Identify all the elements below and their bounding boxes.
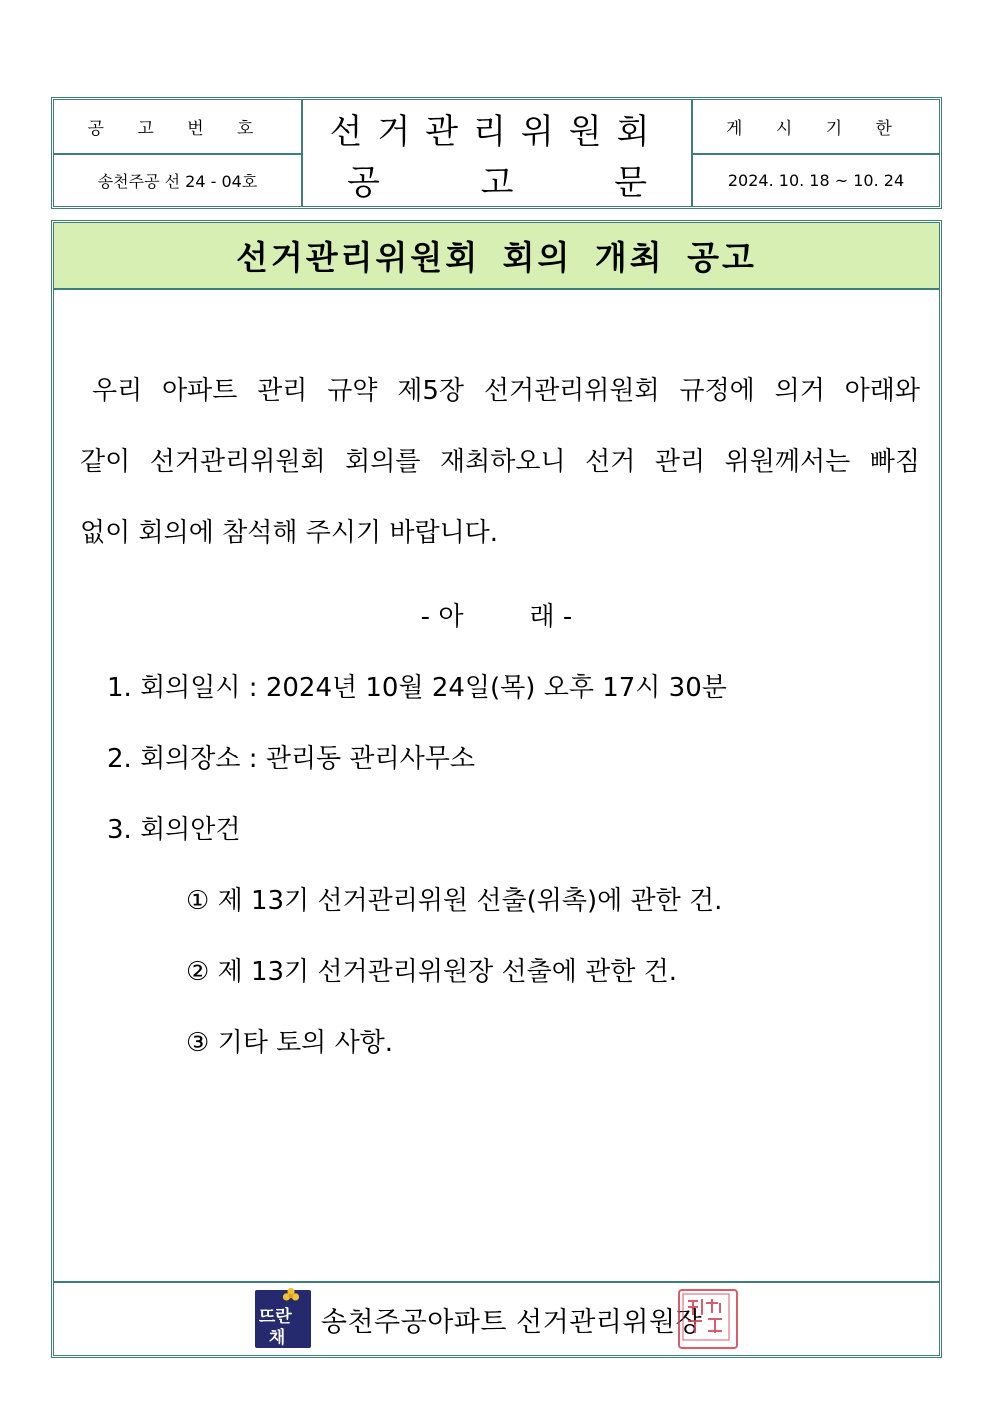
header-title: 선거관리위원회	[329, 111, 665, 152]
signature-text: 송천주공아파트 선거관리위원장	[320, 1306, 703, 1338]
notice-body	[51, 220, 942, 1358]
seal-pattern-icon	[680, 1291, 732, 1343]
document-title: 선거관리위원회 회의 개최 공고	[236, 238, 757, 277]
official-seal-stamp	[678, 1289, 738, 1349]
logo-text: 뜨란	[258, 1307, 292, 1327]
posting-period-label: 게 시 기 한	[726, 119, 906, 139]
document-title-bar	[54, 223, 939, 290]
agenda-item: ① 제 13기 선거관리위원 선출(위촉)에 관한 건.	[186, 886, 723, 916]
notice-number-label: 공 고 번 호	[87, 119, 268, 139]
header-subtitle-char: 문	[614, 162, 647, 203]
paragraph-line: 없이 회의에 참석해 주시기 바랍니다.	[80, 518, 499, 548]
paragraph-line: 우리 아파트 관리 규약 제5장 선거관리위원회 규정에 의거 아래와	[92, 376, 920, 406]
paragraph-line: 같이 선거관리위원회 회의를 재최하오니 선거 관리 위원께서는 빠짐	[80, 447, 920, 477]
header-subtitle-char: 공	[347, 162, 380, 203]
header-subtitle-char: 고	[480, 162, 514, 203]
signature-footer	[54, 1281, 939, 1355]
meeting-location: 2. 회의장소 : 관리동 관리사무소	[107, 744, 476, 774]
apartment-logo	[255, 1290, 311, 1348]
posting-period-value: 2024. 10. 18 ~ 10. 24	[727, 171, 905, 190]
logo-text: 채	[268, 1328, 286, 1348]
notice-paragraph	[80, 356, 920, 569]
meeting-agenda-heading: 3. 회의안건	[107, 815, 241, 845]
agenda-item: ③ 기타 토의 사항.	[186, 1028, 394, 1058]
notice-header-table	[51, 97, 942, 209]
section-heading: - 아 래 -	[420, 602, 573, 632]
agenda-item: ② 제 13기 선거관리위원장 선출에 관한 건.	[186, 957, 677, 987]
notice-number-value: 송천주공 선 24 - 04호	[97, 172, 258, 191]
meeting-datetime: 1. 회의일시 : 2024년 10월 24일(목) 오후 17시 30분	[107, 673, 727, 703]
header-subtitle	[347, 155, 647, 204]
